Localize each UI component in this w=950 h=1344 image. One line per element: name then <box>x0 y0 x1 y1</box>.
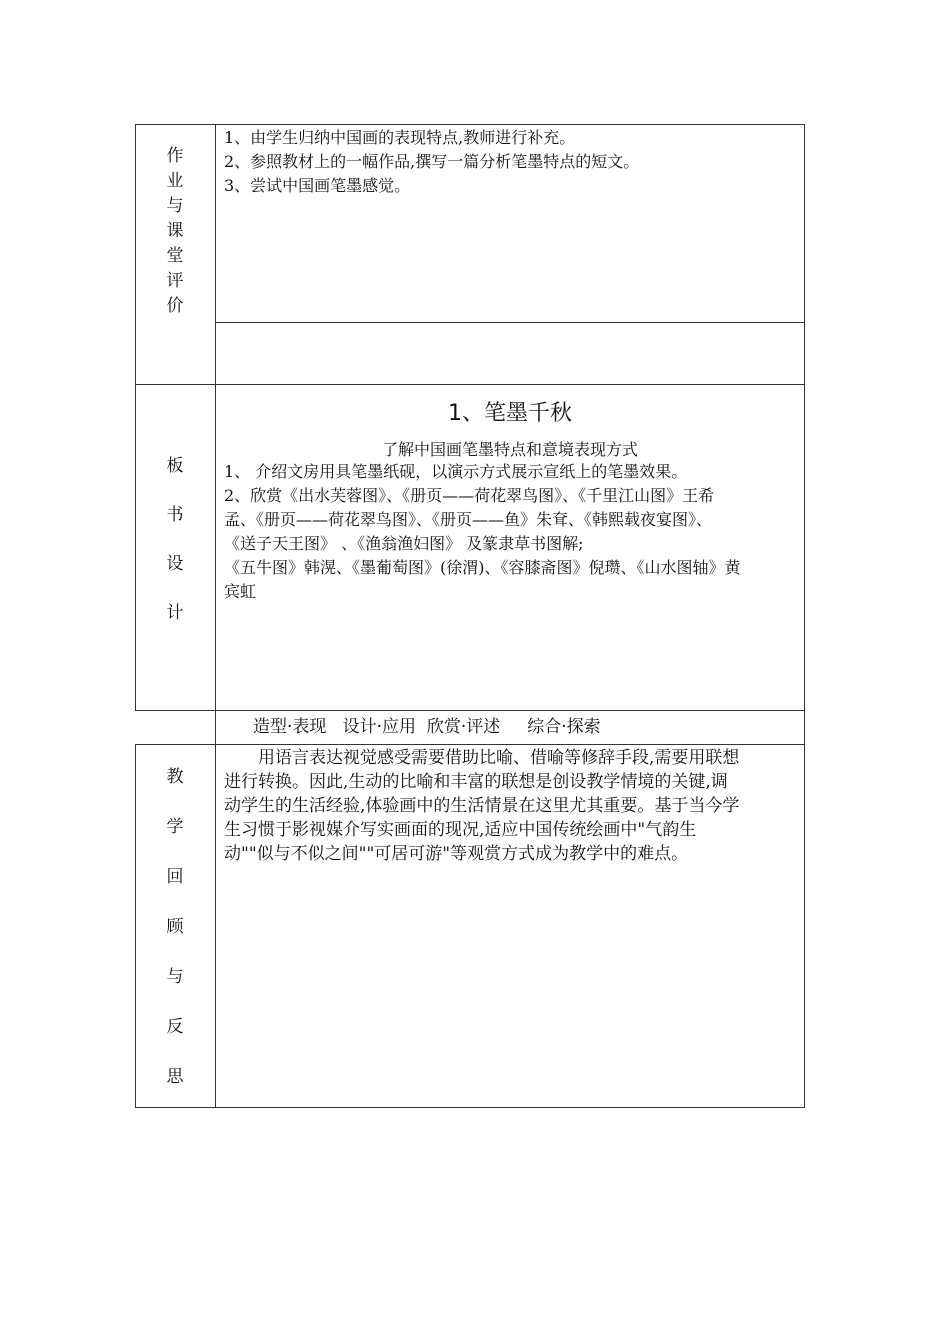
review-divider <box>215 744 216 1108</box>
homework-item: 3、尝试中国画笔墨感觉。 <box>224 176 411 195</box>
board-title: 1、笔墨千秋 <box>448 401 572 426</box>
label-char: 评 <box>166 271 184 291</box>
label-char: 与 <box>166 196 184 216</box>
label-char: 思 <box>166 1067 184 1087</box>
board-line: 孟、《册页——荷花翠鸟图》、《册页——鱼》朱耷、《韩熙载夜宴图》、 <box>224 510 713 529</box>
review-line: 动""似与不似之间""可居可游"等观赏方式成为教学中的难点。 <box>224 844 689 864</box>
label-char: 学 <box>166 817 184 837</box>
label-char: 作 <box>166 146 184 166</box>
label-char: 价 <box>166 296 184 316</box>
board-divider <box>215 384 216 711</box>
homework-item: 2、参照教材上的一幅作品,撰写一篇分析笔墨特点的短文。 <box>224 152 640 171</box>
label-char: 顾 <box>166 917 184 937</box>
board-line: 1、 介绍文房用具笔墨纸砚，以演示方式展示宣纸上的笔墨效果。 <box>224 462 688 481</box>
label-char: 与 <box>166 967 184 987</box>
homework-inner-rule <box>215 322 805 323</box>
label-char: 设 <box>166 554 184 574</box>
homework-content <box>224 126 799 198</box>
board-line: 宾虹 <box>224 582 257 601</box>
review-line: 动学生的生活经验,体验画中的生活情景在这里尤其重要。基于当今学 <box>224 796 740 816</box>
board-line: 《五牛图》韩滉、《墨葡萄图》(徐渭)、《容膝斋图》倪瓒、《山水图轴》黄 <box>224 558 741 577</box>
strip-right-border <box>804 711 805 745</box>
label-char: 板 <box>166 456 184 476</box>
review-line: 生习惯于影视媒介写实画面的现况,适应中国传统绘画中"气韵生 <box>224 820 697 840</box>
review-label <box>135 769 215 1119</box>
board-label <box>135 458 215 654</box>
strip-left-border <box>215 711 216 745</box>
homework-item: 1、由学生归纳中国画的表现特点,教师进行补充。 <box>224 128 576 147</box>
board-line: 2、欣赏《出水芙蓉图》、《册页——荷花翠鸟图》、《千里江山图》王希 <box>224 486 715 505</box>
board-line: 《送子天王图》 、《渔翁渔妇图》 及篆隶草书图解; <box>224 534 584 553</box>
label-char: 课 <box>166 221 184 241</box>
homework-divider <box>215 124 216 385</box>
board-content <box>224 460 804 604</box>
label-char: 业 <box>166 171 184 191</box>
label-char: 反 <box>166 1017 184 1037</box>
board-subtitle: 了解中国画笔墨特点和意境表现方式 <box>381 440 638 459</box>
label-char: 计 <box>166 603 184 623</box>
homework-label <box>135 148 215 323</box>
label-char: 堂 <box>166 246 184 266</box>
review-content <box>224 746 804 866</box>
review-line: 进行转换。因此,生动的比喻和丰富的联想是创设教学情境的关键,调 <box>224 772 728 792</box>
label-char: 教 <box>166 767 184 787</box>
label-char: 书 <box>166 505 184 525</box>
review-line: 用语言表达视觉感受需要借助比喻、借喻等修辞手段,需要用联想 <box>258 748 740 768</box>
learning-domains: 造型·表现 设计·应用 欣赏·评述 综合·探索 <box>253 717 601 737</box>
label-char: 回 <box>166 867 184 887</box>
